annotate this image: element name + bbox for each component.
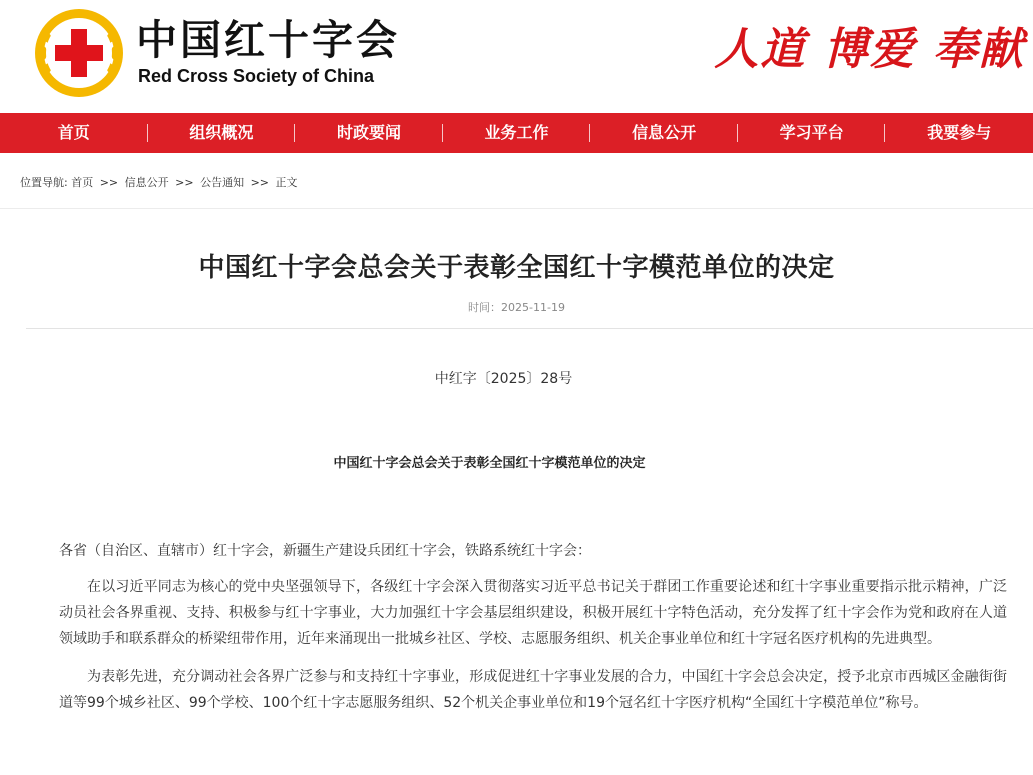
nav-item-news[interactable]: 时政要闻 <box>295 113 443 153</box>
nav-item-home[interactable]: 首页 <box>0 113 148 153</box>
document-number: 中红字〔2025〕28号 <box>434 371 573 387</box>
article-header <box>26 209 1033 329</box>
article-paragraph: 在以习近平同志为核心的党中央坚强领导下，各级红十字会深入贯彻落实习近平总书记关于群团工作重要论述和红十字事业重要指示批示精神，广泛动员社会各界重视、支持、积极参与红十字事业，大力加强红十字会基层组织建设，积极开展红十字特色活动，充分发挥了红十字会作为党和政府在人道领域助手和联系群众的桥梁纽带作用，近年来涌现出一批城乡社区、学校、志愿服务组织、机关企事业单位和红十字冠名医疗机构的先进典型。 <box>59 579 1007 647</box>
breadcrumb-link-home[interactable]: 首页 <box>71 176 94 189</box>
breadcrumb-link-notices[interactable]: 公告通知 <box>200 176 245 189</box>
nav-item-organization[interactable]: 组织概况 <box>148 113 296 153</box>
red-cross-emblem-icon[interactable] <box>33 7 125 99</box>
slogan: 人道 博爱 奉献 <box>714 24 1025 75</box>
breadcrumb-current: 正文 <box>275 176 298 189</box>
nav-item-participate[interactable]: 我要参与 <box>927 123 992 142</box>
article-date: 时间：2025-11-19 <box>468 301 565 314</box>
logo-chinese-text[interactable]: 中国红十字会 <box>136 16 400 64</box>
logo-english-text[interactable]: Red Cross Society of China <box>138 66 375 86</box>
breadcrumb-separator: >> <box>250 176 270 189</box>
article-title: 中国红十字会总会关于表彰全国红十字模范单位的决定 <box>198 253 835 283</box>
nav-item-learning[interactable]: 学习平台 <box>738 113 886 153</box>
breadcrumb-link-disclosure[interactable]: 信息公开 <box>124 176 169 189</box>
nav-item-disclosure[interactable]: 信息公开 <box>590 113 738 153</box>
article-paragraph: 为表彰先进，充分调动社会各界广泛参与和支持红十字事业，形成促进红十字事业发展的合力，中国红十字会总会决定，授予北京市西城区金融街街道等99个城乡社区、99个学校、100个红十字志愿服务组织、52个机关企事业单位和19个冠名红十字医疗机构“全国红十字模范单位”称号。 <box>59 669 1007 711</box>
breadcrumb-separator: >> <box>175 176 194 189</box>
breadcrumb-prefix: 位置导航: <box>20 176 68 189</box>
main-nav <box>0 113 1033 153</box>
breadcrumb-separator: >> <box>99 176 119 189</box>
nav-item-business[interactable]: 业务工作 <box>443 113 591 153</box>
salutation: 各省（自治区、直辖市）红十字会，新疆生产建设兵团红十字会，铁路系统红十字会： <box>59 543 591 559</box>
site-header <box>0 0 1033 113</box>
article-subtitle: 中国红十字会总会关于表彰全国红十字模范单位的决定 <box>333 456 646 471</box>
breadcrumb <box>0 153 1033 209</box>
